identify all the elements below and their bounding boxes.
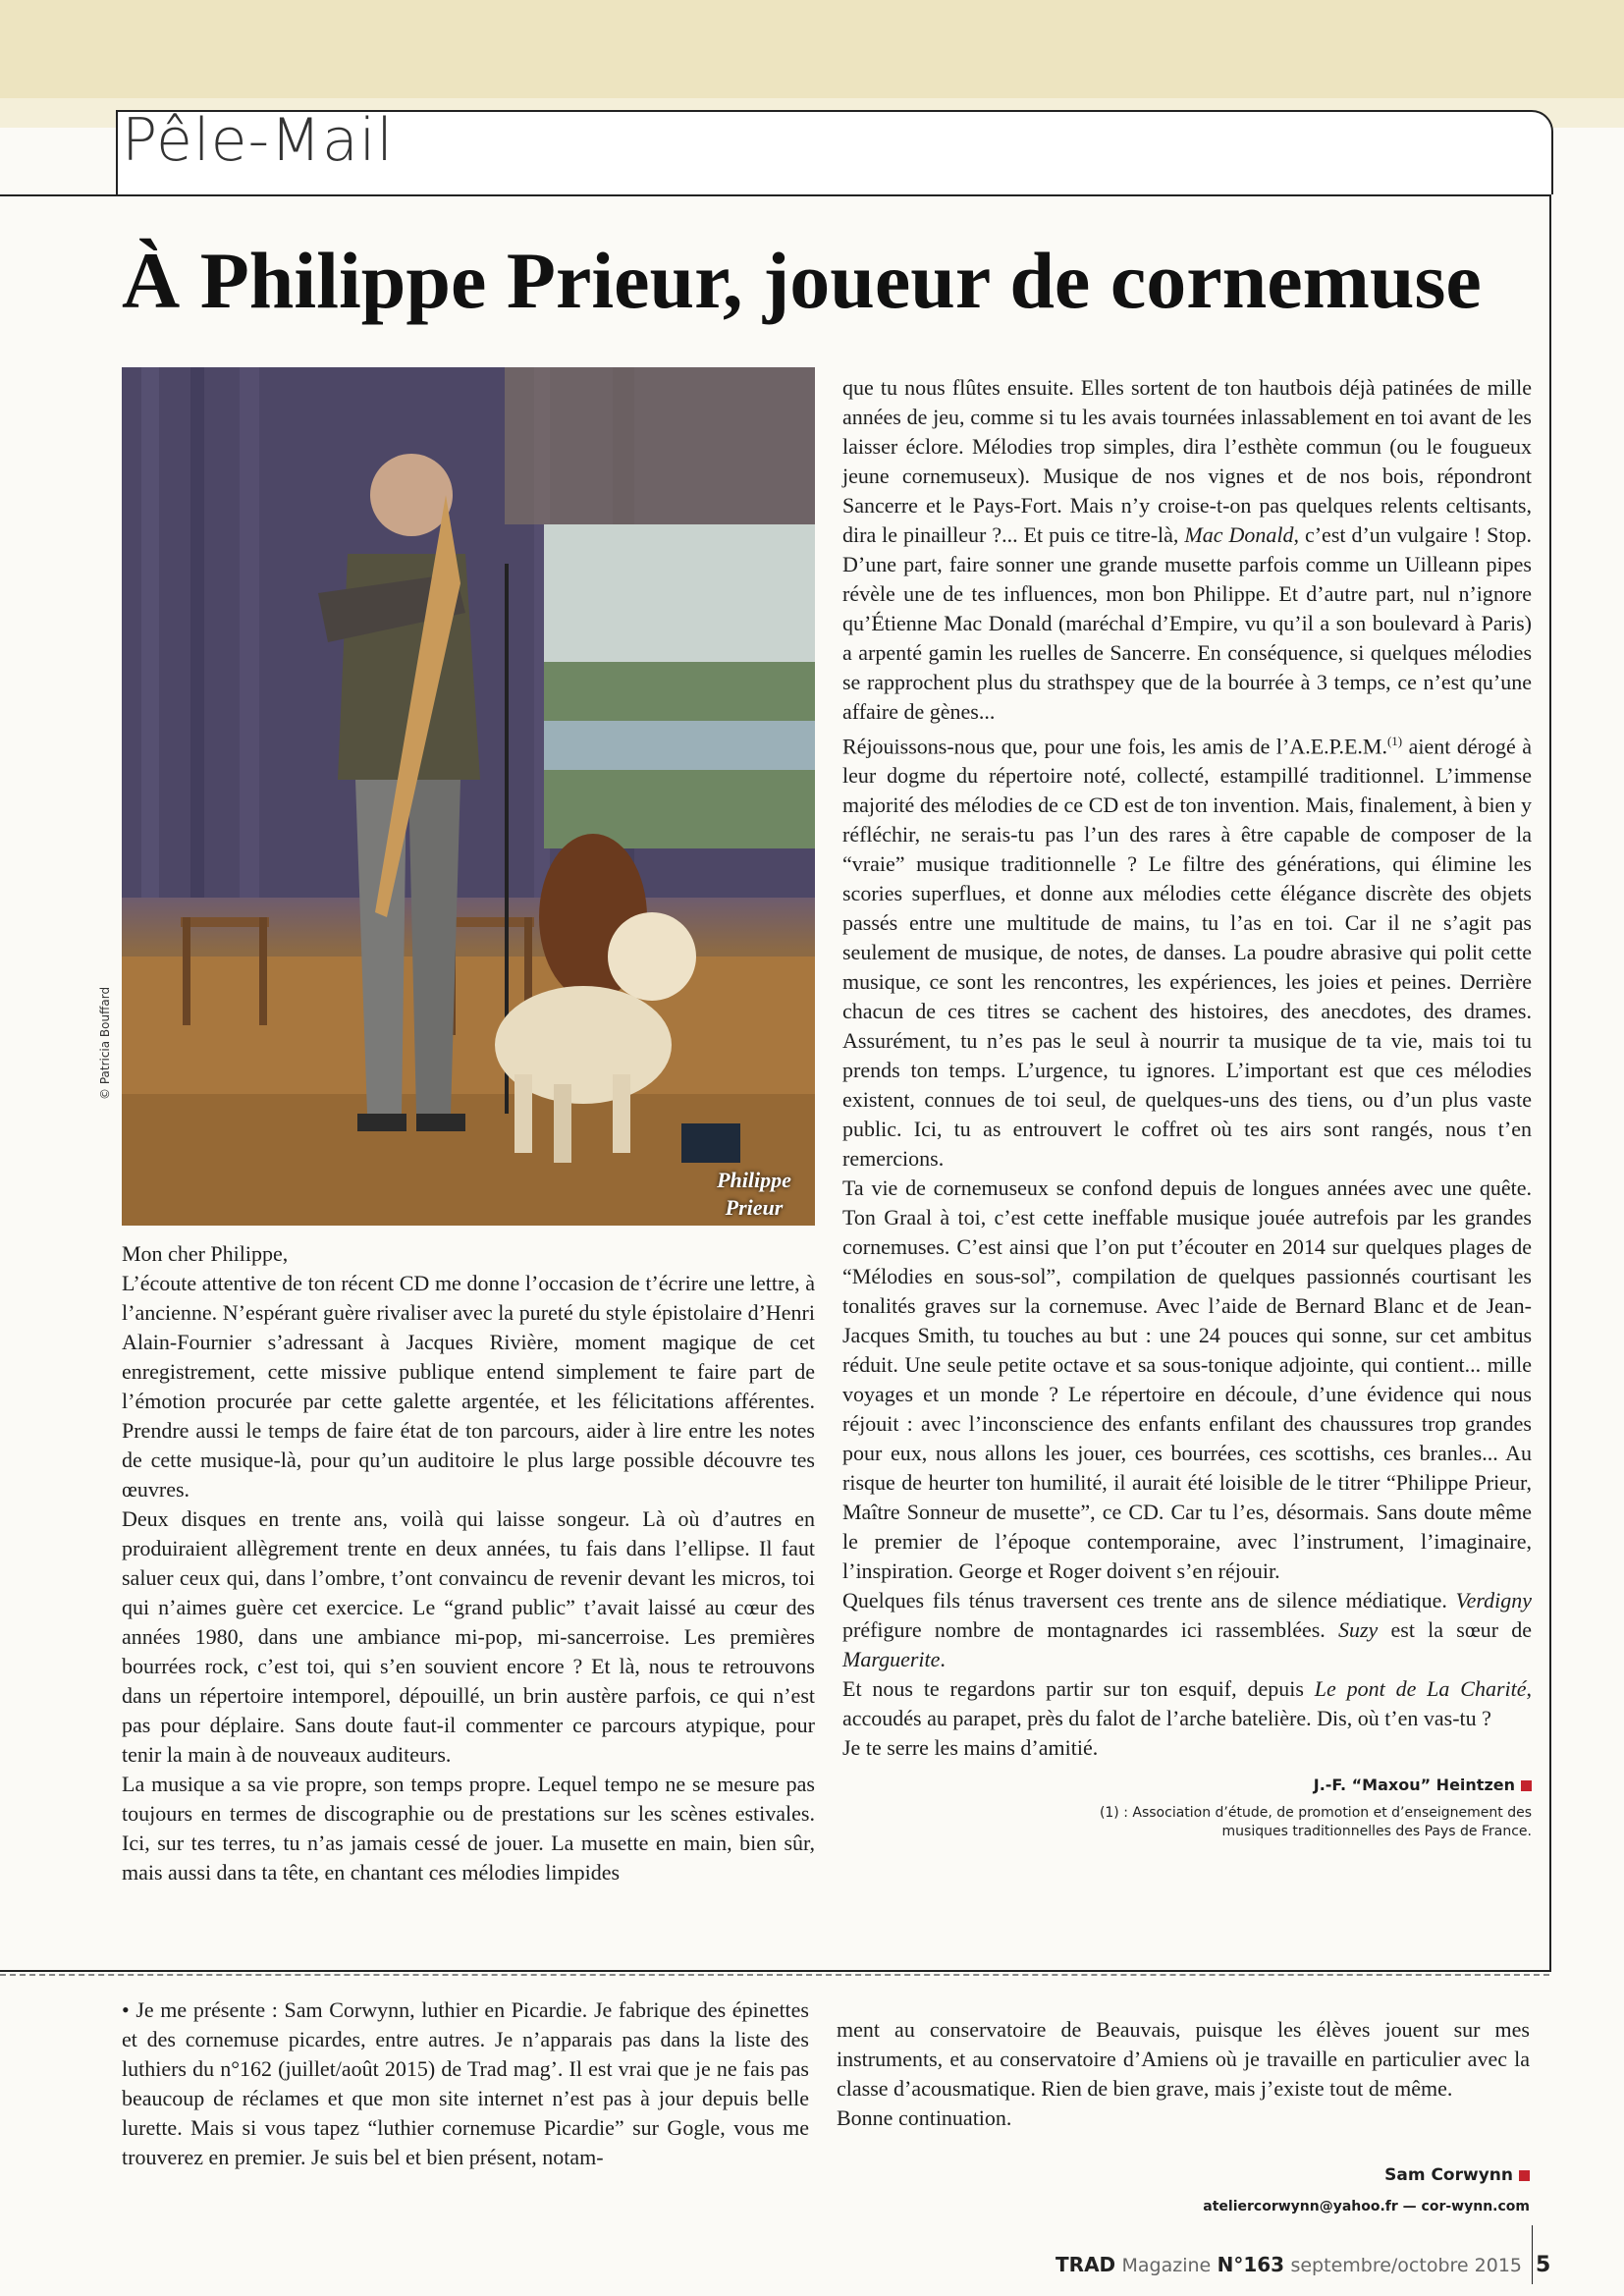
article-title: À Philippe Prieur, joueur de cornemuse	[122, 236, 1482, 325]
letter-closing: Bonne continuation.	[837, 2105, 1012, 2130]
paragraph: Ta vie de cornemuseux se confond depuis de longues années avec une quête. Ton Graal à toi, c’est cette ineffable musique jouée autrefois par les grandes cornemuses. C’est ainsi que l’on put t’écouter en 2014 sur quelques plages de “Mélodies en sous-sol”, compilation de quelques passionnés courtisant les tonalités graves sur la cornemuse. Avec l’aide de Bernard Blanc et de Jean-Jacques Smith, tu touches au but : une 24 pouces qui sonne, sur cet ambitus réduit. Une seule petite octave et sa sous-tonique adjointe, qui contient... mille voyages et un monde ? Le répertoire en découle, d’une évidence qui nous réjouit : avec l’inconscience des enfants enfilant des chaussures trop grandes pour eux, nous allons les jouer, ces bourrées, ces scottishs, ces branles... Au risque de heurter ton humilité, il aurait été loisible de le titrer “Philippe Prieur, Maître Sonneur de musette”, ce CD. Car tu l’es, désormais. Sans doute même le premier de l’époque contemporaine, avec l’instrument, l’imaginaire, l’inspiration. George et Roger doivent s’en réjouir.	[842, 1175, 1532, 1584]
text-run: , accoudés au parapet, près du falot de l’arche batelière. Dis, où t’en vas-tu ?	[842, 1676, 1532, 1731]
paragraph	[842, 727, 1532, 1174]
footer-divider	[1532, 2225, 1533, 2284]
issue-date: septembre/octobre 2015	[1290, 2255, 1522, 2276]
text-run: préfigure nombre de montagnardes ici rassemblées.	[842, 1617, 1338, 1643]
photo-illustration	[122, 367, 815, 1226]
paragraph: L’écoute attentive de ton récent CD me donne l’occasion de t’écrire une lettre, à l’ancienne. N’espérant guère rivaliser avec la pureté du style épistolaire d’Henri Alain-Fournier s’adressant à Jacques Rivière, moment magique de cet enregistrement, cette missive publique entend simplement te faire part de l’émotion procurée par cette galette argentée, et les félicitations afférentes. Prendre aussi le temps de faire état de ton parcours, aider à lire entre les notes de cette musique-là, pour qu’un auditoire le plus large possible découvre tes œuvres.	[122, 1271, 815, 1502]
author-signature	[842, 1771, 1532, 1800]
track-title: Verdigny	[1455, 1588, 1532, 1613]
caption-line-1: Philippe	[717, 1168, 791, 1192]
track-title: Marguerite	[842, 1647, 941, 1672]
text-run: .	[940, 1647, 946, 1672]
end-mark-icon	[1521, 1780, 1532, 1791]
footnote-ref: (1)	[1386, 734, 1403, 748]
letter-contact: ateliercorwynn@yahoo.fr — cor-wynn.com	[1203, 2199, 1530, 2214]
page-footer	[933, 2253, 1522, 2276]
track-title: Le pont de La Charité	[1314, 1676, 1527, 1702]
letter-signature	[837, 2160, 1530, 2190]
issue-number: N°163	[1217, 2253, 1285, 2276]
letter-box-divider	[0, 1974, 1549, 1976]
article-right-column	[842, 373, 1532, 1841]
photo-credit: © Patricia Bouffard	[98, 986, 112, 1100]
letter-author: Sam Corwynn	[1384, 2165, 1513, 2185]
text-run: aient dérogé à leur dogme du répertoire noté, collecté, estampillé traditionnel. L’immense majorité des mélodies de ce CD est de ton invention. Mais, finalement, à bien y réfléchir, ne serais-tu pas l’un des rares à être capable de composer de la “vraie” musique traditionnelle ? Le filtre des générations, qui élimine les scories superflues, et donne aux mélodies cette élégance discrète des objets passés entre une multitude de mains, tu l’as en toi. Car il ne s’agit pas seulement de musique, de notes, de danses. La poudre abrasive qui polit cette musique, ce sont les rencontres, les expériences, les joies et peines. Derrière chacun de ces titres se cachent des histoires, des anecdotes, des drames. Assurément, tu n’es pas le seul à nourrir ta musique de ta vie, mais toi tu prends ton temps. L’urgence, tu ignores. L’important est que ces mélodies existent, connues de toi seul, de quelques-uns des tiens, ou d’un plus vaste public. Ici, tu as entrouvert le coffret où tes airs sont rangés, nous t’en remercions.	[842, 734, 1533, 1172]
letter-text: ment au conservatoire de Beauvais, puisque les élèves jouent sur mes instruments, et au conservatoire d’Amiens où je travaille en particulier avec la classe d’acousmatique. Rien de bien grave, mais j’existe tout de même.	[837, 2017, 1530, 2101]
paragraph	[842, 1674, 1532, 1733]
letter-left-column: • Je me présente : Sam Corwynn, luthier en Picardie. Je fabrique des épinettes et des cornemuse picardes, entre autres. Je n’apparais pas dans la liste des luthiers du n°162 (juillet/août 2015) de Trad mag’. Il est vrai que je ne fais pas beaucoup de réclames et que mon site internet n’est pas à jour depuis belle lurette. Mais si vous tapez “luthier cornemuse Picardie” sur Gogle, vous me trouverez en premier. Je suis bel et bien présent, notam-	[122, 1997, 809, 2169]
paragraph: Deux disques en trente ans, voilà qui laisse songeur. Là où d’autres en produiraient allègrement trente en deux années, tu fais dans l’ellipse. Il faut saluer ceux qui, dans l’ombre, t’ont convaincu de revenir devant les micros, toi qui n’aimes guère cet exercice. Le “grand public” t’avait laissé au cœur des années 1980, dans une ambiance mi-pop, mi-sancerroise. Les premières bourrées rock, c’est toi, qui s’en souvient encore ? Et là, nous te retrouvons dans un répertoire intemporel, dépouillé, un brin austère parfois, ce qui n’est pas pour déplaire. Sans doute faut-il commenter ce parcours atypique, pour tenir la main à de nouveaux auditeurs.	[122, 1506, 815, 1767]
text-run: Et nous te regardons partir sur ton esquif, depuis	[842, 1676, 1315, 1702]
paragraph	[842, 1586, 1532, 1674]
letter-right-column	[837, 2015, 1530, 2221]
caption-line-2: Prieur	[725, 1195, 784, 1220]
article-photo	[122, 367, 815, 1226]
text-run: Réjouissons-nous que, pour une fois, les amis de l’A.E.P.E.M.	[842, 734, 1387, 759]
chair	[181, 917, 269, 927]
musician	[370, 454, 453, 536]
end-mark-icon	[1519, 2170, 1530, 2181]
article-left-column	[122, 1239, 815, 1887]
paragraph: La musique a sa vie propre, son temps propre. Lequel tempo ne se mesure pas toujours en termes de discographie ou de prestations sur les scènes estivales. Ici, sur tes terres, tu n’as jamais cessé de jouer. La musette en main, bien sûr, mais aussi dans ta tête, en chantant ces mélodies limpides	[122, 1772, 815, 1885]
text-run: est la sœur de	[1378, 1617, 1532, 1643]
text-run: que tu nous flûtes ensuite. Elles sortent de ton hautbois déjà patinées de mille années de jeu, comme si tu les avais tournées inlassablement en toi avant de les laisser éclore. Mélodies trop simples, dira l’esthète commun (ou le fougueux jeune cornemuseux). Musique de nos vignes et de nos bois, répondront Sancerre et le Pays-Fort. Mais n’y croise-t-on pas quelques relents celtisants, dira le pinailleur ?... Et puis ce titre-là,	[842, 375, 1532, 547]
page-number: 5	[1536, 2253, 1551, 2277]
salutation: Mon cher Philippe,	[122, 1241, 289, 1266]
magazine-label: Magazine	[1121, 2255, 1212, 2276]
text-run: , c’est d’un vulgaire ! Stop. D’une part, faire sonner une grande musette parfois comme un Uilleann pipes révèle une de tes influences, mon bon Philippe. Et d’autre part, nul n’ignore qu’Étienne Mac Donald (maréchal d’Empire, vu qu’il a son boulevard à Paris) a arpenté gamin les ruelles de Sancerre. En conséquence, si quelques mélodies se rapprochent plus du strathspey que de la bourrée à 3 temps, ce n’est qu’une affaire de gènes...	[842, 522, 1533, 724]
track-title: Suzy	[1338, 1617, 1379, 1643]
footnote	[842, 1804, 1532, 1841]
magazine-brand: TRAD	[1056, 2253, 1116, 2276]
footnote-line-1: (1) : Association d’étude, de promotion et d’enseignement des	[1099, 1805, 1532, 1822]
wood-panel	[505, 367, 815, 524]
closing: Je te serre les mains d’amitié.	[842, 1735, 1099, 1761]
footnote-line-2: musiques traditionnelles des Pays de France.	[1221, 1824, 1532, 1840]
track-title: Mac Donald	[1184, 522, 1294, 547]
author-name: J.-F. “Maxou” Heintzen	[1313, 1776, 1515, 1795]
section-label: Pêle-Mail	[122, 106, 395, 175]
amplifier	[681, 1123, 740, 1163]
paragraph	[842, 373, 1532, 727]
text-run: Quelques fils ténus traversent ces trente ans de silence médiatique.	[842, 1588, 1456, 1613]
photo-caption	[705, 1167, 803, 1222]
